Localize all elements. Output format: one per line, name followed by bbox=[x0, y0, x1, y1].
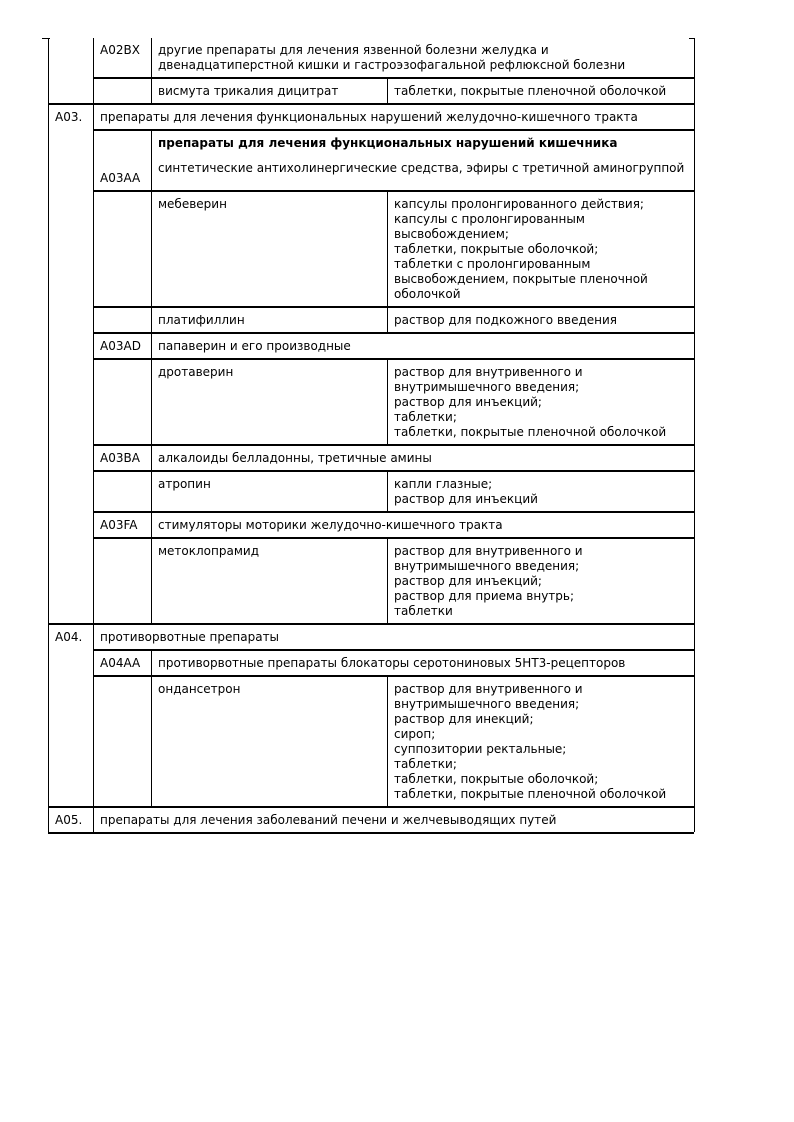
drug-row bbox=[49, 471, 695, 512]
drug-name-cell: ондансетрон bbox=[152, 676, 388, 807]
group-name-cell: противорвотные препараты bbox=[94, 624, 695, 650]
dosage-forms-cell bbox=[388, 78, 695, 104]
drug-name-cell: платифиллин bbox=[152, 307, 388, 333]
subgroup-name-cell: стимуляторы моторики желудочно-кишечного тракта bbox=[152, 512, 695, 538]
drug-row bbox=[49, 359, 695, 445]
subgroup-name-cell: противорвотные препараты блокаторы серотониновых 5HT3-рецепторов bbox=[152, 650, 695, 676]
empty-cell bbox=[49, 445, 94, 471]
dosage-form: таблетки, покрытые пленочной оболочкой bbox=[394, 84, 667, 98]
empty-cell bbox=[49, 512, 94, 538]
dosage-form: таблетки; bbox=[394, 757, 457, 771]
dosage-form: раствор для инъекций bbox=[394, 492, 538, 506]
dosage-form: раствор для подкожного введения bbox=[394, 313, 618, 327]
dosage-forms-cell bbox=[388, 307, 695, 333]
dosage-form: таблетки; bbox=[394, 410, 457, 424]
group-name-cell: препараты для лечения заболеваний печени и желчевыводящих путей bbox=[94, 807, 695, 832]
medicine-table-body bbox=[49, 38, 695, 832]
dosage-forms-cell bbox=[388, 676, 695, 807]
dosage-form: раствор для инекций; bbox=[394, 712, 534, 726]
group-row bbox=[49, 624, 695, 650]
empty-cell bbox=[49, 538, 94, 624]
atc-code-cell: A04AA bbox=[94, 650, 152, 676]
drug-name-cell: мебеверин bbox=[152, 191, 388, 307]
atc-code-cell: A03FA bbox=[94, 512, 152, 538]
dosage-form: таблетки, покрытые пленочной оболочкой bbox=[394, 787, 667, 801]
empty-cell bbox=[49, 191, 94, 307]
empty-code-cell bbox=[94, 307, 152, 333]
dosage-forms-cell bbox=[388, 471, 695, 512]
dosage-form: капсулы с пролонгированным высвобождением; bbox=[394, 212, 585, 241]
empty-code-cell bbox=[94, 78, 152, 104]
group-row bbox=[49, 807, 695, 832]
empty-code-cell bbox=[94, 538, 152, 624]
dosage-forms-cell bbox=[388, 359, 695, 445]
group-row bbox=[49, 104, 695, 130]
dosage-forms-cell bbox=[388, 538, 695, 624]
empty-cell bbox=[49, 471, 94, 512]
drug-row bbox=[49, 538, 695, 624]
subgroup-row bbox=[49, 650, 695, 676]
dosage-form: таблетки с пролонгированным высвобождением, покрытые пленочной оболочкой bbox=[394, 257, 648, 301]
subgroup-name-cell: алкалоиды белладонны, третичные амины bbox=[152, 445, 695, 471]
group-code-cell: A04. bbox=[49, 624, 94, 650]
empty-code-cell bbox=[94, 359, 152, 445]
medicine-table-page bbox=[48, 38, 694, 834]
dosage-form: суппозитории ректальные; bbox=[394, 742, 567, 756]
empty-cell bbox=[49, 307, 94, 333]
subgroup-row bbox=[49, 130, 695, 191]
subgroup-name-cell bbox=[152, 130, 695, 191]
drug-row bbox=[49, 676, 695, 807]
dosage-form: таблетки bbox=[394, 604, 453, 618]
dosage-form: раствор для приема внутрь; bbox=[394, 589, 575, 603]
drug-name-cell: атропин bbox=[152, 471, 388, 512]
dosage-form: капли глазные; bbox=[394, 477, 493, 491]
dosage-form: капсулы пролонгированного действия; bbox=[394, 197, 644, 211]
dosage-form: раствор для инъекций; bbox=[394, 574, 542, 588]
atc-code-cell: A03AD bbox=[94, 333, 152, 359]
dosage-form: раствор для инъекций; bbox=[394, 395, 542, 409]
drug-name-cell: висмута трикалия дицитрат bbox=[152, 78, 388, 104]
atc-code-cell: A03BA bbox=[94, 445, 152, 471]
drug-row bbox=[49, 307, 695, 333]
medicine-table bbox=[48, 38, 695, 832]
empty-cell bbox=[49, 650, 94, 676]
dosage-form: раствор для внутривенного и внутримышечного введения; bbox=[394, 682, 583, 711]
empty-cell bbox=[49, 359, 94, 445]
subgroup-row bbox=[49, 333, 695, 359]
dosage-forms-cell bbox=[388, 191, 695, 307]
drug-row bbox=[49, 78, 695, 104]
table-bottom-border bbox=[48, 832, 694, 834]
empty-cell bbox=[49, 333, 94, 359]
drug-name-cell: дротаверин bbox=[152, 359, 388, 445]
empty-cell bbox=[49, 78, 94, 104]
empty-cell bbox=[49, 676, 94, 807]
atc-code-cell: A02BX bbox=[94, 38, 152, 78]
dosage-form: таблетки, покрытые пленочной оболочкой bbox=[394, 425, 667, 439]
atc-code-cell: A03AA bbox=[94, 130, 152, 191]
empty-code-cell bbox=[94, 191, 152, 307]
subgroup-row bbox=[49, 512, 695, 538]
subgroup-name: синтетические антихолинергические средства, эфиры с третичной аминогруппой bbox=[158, 161, 685, 175]
empty-code-cell bbox=[94, 676, 152, 807]
group-name-cell: препараты для лечения функциональных нарушений желудочно-кишечного тракта bbox=[94, 104, 695, 130]
empty-cell bbox=[49, 130, 94, 191]
dosage-form: таблетки, покрытые оболочкой; bbox=[394, 242, 599, 256]
dosage-form: раствор для внутривенного и внутримышечного введения; bbox=[394, 365, 583, 394]
subgroup-row bbox=[49, 38, 695, 78]
subgroup-name-cell: папаверин и его производные bbox=[152, 333, 695, 359]
empty-cell bbox=[49, 38, 94, 78]
subgroup-row bbox=[49, 445, 695, 471]
dosage-form: таблетки, покрытые оболочкой; bbox=[394, 772, 599, 786]
empty-code-cell bbox=[94, 471, 152, 512]
drug-row bbox=[49, 191, 695, 307]
dosage-form: сироп; bbox=[394, 727, 436, 741]
spacer bbox=[158, 151, 688, 161]
subgroup-heading: препараты для лечения функциональных нарушений кишечника bbox=[158, 136, 618, 150]
group-code-cell: A03. bbox=[49, 104, 94, 130]
subgroup-name-cell: другие препараты для лечения язвенной болезни желудка и двенадцатиперстной кишки и гастроэзофагальной рефлюксной болезни bbox=[152, 38, 695, 78]
drug-name-cell: метоклопрамид bbox=[152, 538, 388, 624]
dosage-form: раствор для внутривенного и внутримышечного введения; bbox=[394, 544, 583, 573]
group-code-cell: A05. bbox=[49, 807, 94, 832]
